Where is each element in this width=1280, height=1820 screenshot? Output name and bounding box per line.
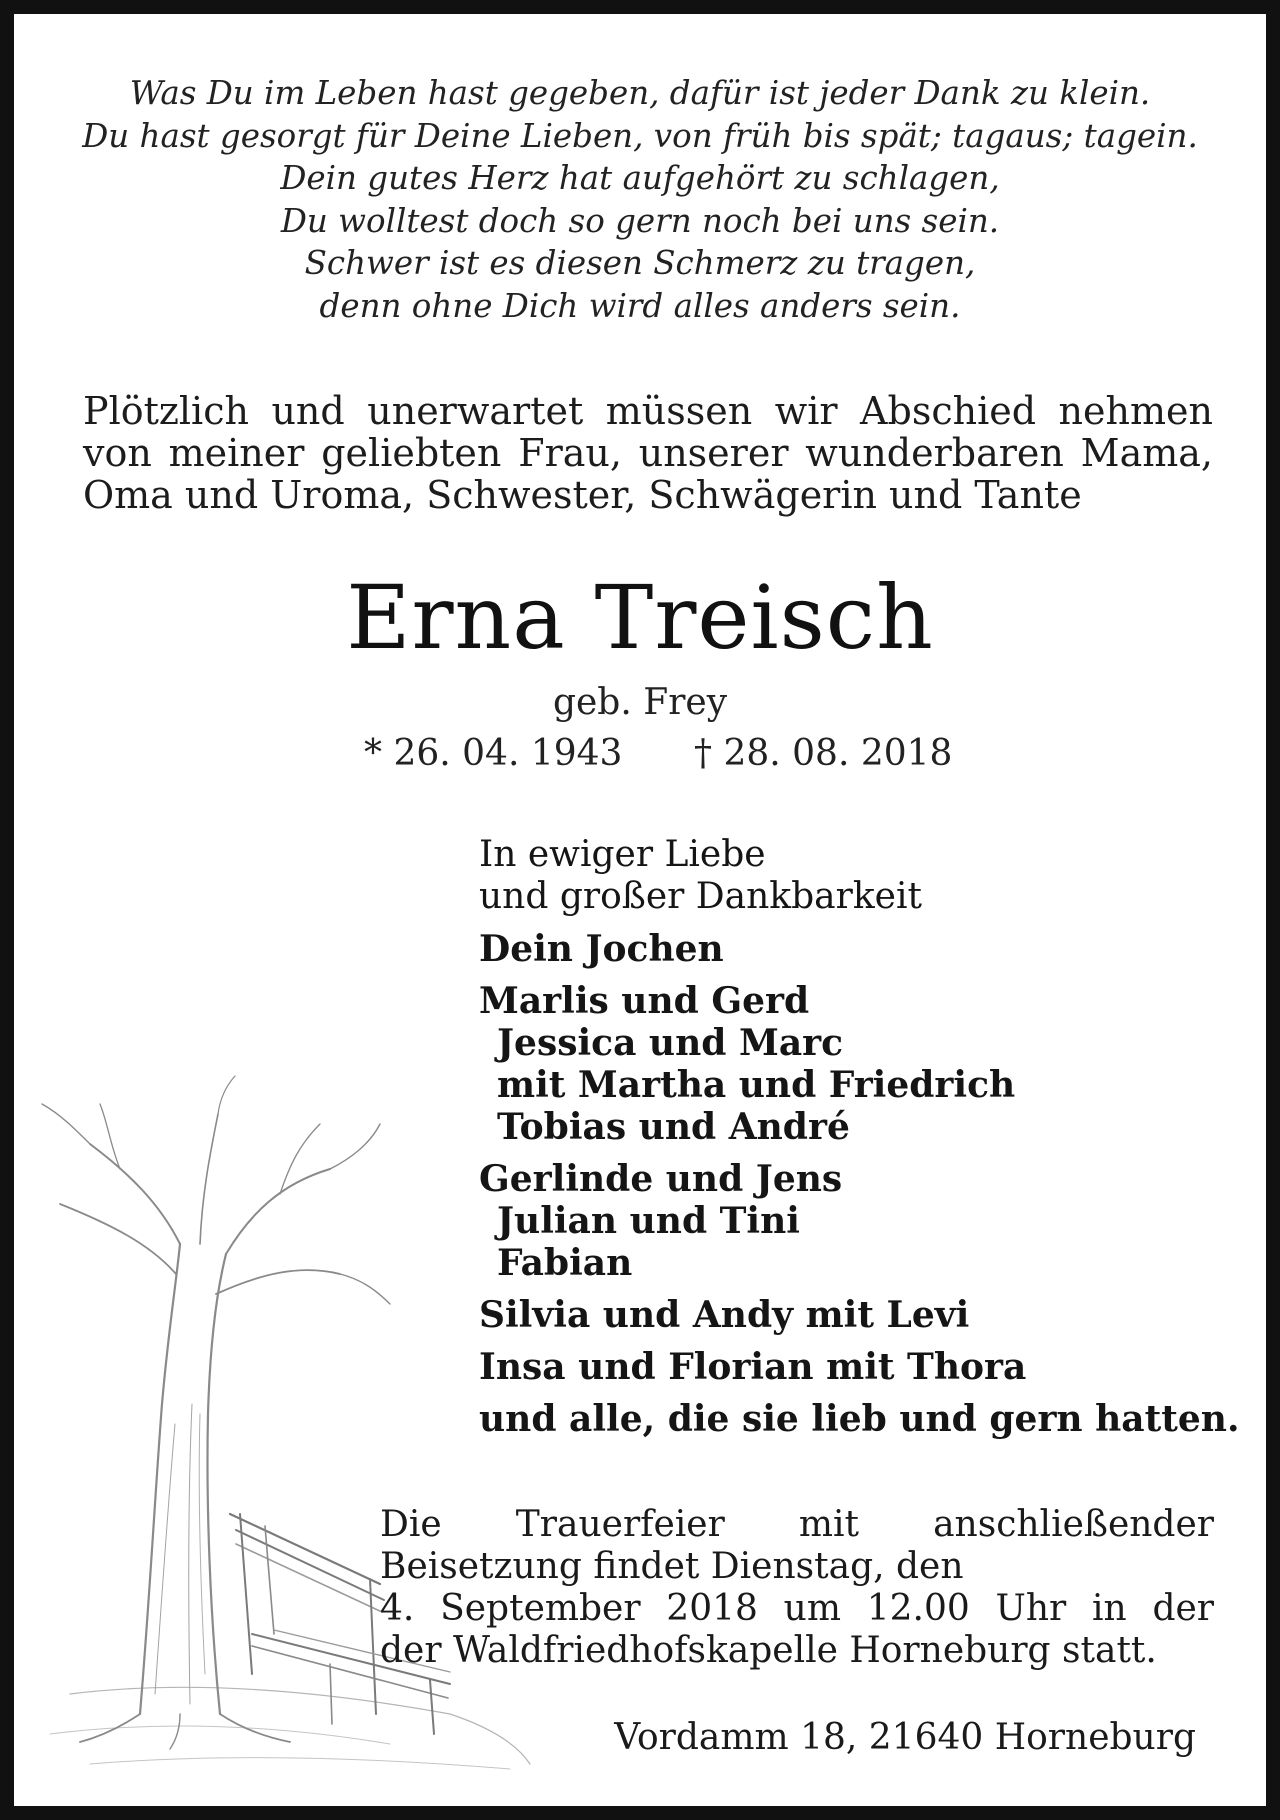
ceremony-info <box>380 1504 1214 1672</box>
ceremony-line: Die Trauerfeier mit anschließender <box>380 1504 1214 1545</box>
poem <box>14 72 1266 327</box>
family-address: Vordamm 18, 21640 Horneburg <box>614 1717 1196 1758</box>
mourner-name: Insa und Florian mit Thora <box>479 1346 1027 1388</box>
mourner-name: Jessica und Marc <box>497 1022 844 1064</box>
mourners-list <box>479 834 1239 1440</box>
death-date: † 28. 08. 2018 <box>694 733 953 774</box>
maiden-name: geb. Frey <box>552 682 728 723</box>
announcement-line: Oma und Uroma, Schwester, Schwägerin und Tante <box>83 473 1082 517</box>
announcement-line: von meiner geliebten Frau, unserer wunderbaren Mama, <box>83 431 1213 475</box>
announcement-line: Plötzlich und unerwartet müssen wir Abschied nehmen <box>83 389 1213 433</box>
mourner-name: Fabian <box>497 1242 633 1284</box>
announcement-text <box>83 390 1213 516</box>
ceremony-line: 4. September 2018 um 12.00 Uhr in der <box>380 1588 1214 1629</box>
mourner-name: und alle, die sie lieb und gern hatten. <box>479 1398 1240 1440</box>
poem-line: Dein gutes Herz hat aufgehört zu schlagen, <box>280 159 1000 197</box>
deceased-name: Erna Treisch <box>346 566 934 669</box>
ceremony-line: Beisetzung findet Dienstag, den <box>380 1546 964 1587</box>
dedication-line: und großer Dankbarkeit <box>479 876 922 917</box>
mourner-name: Tobias und André <box>497 1106 850 1148</box>
poem-line: Du hast gesorgt für Deine Lieben, von früh bis spät; tagaus; tagein. <box>82 116 1198 155</box>
mourner-name: Julian und Tini <box>497 1200 800 1242</box>
poem-line: Was Du im Leben hast gegeben, dafür ist jeder Dank zu klein. <box>129 74 1151 112</box>
poem-line: Schwer ist es diesen Schmerz zu tragen, <box>304 244 976 282</box>
obituary-notice <box>14 14 1266 1806</box>
mourner-name: Dein Jochen <box>479 928 724 970</box>
poem-line: denn ohne Dich wird alles anders sein. <box>319 286 961 325</box>
mourner-name: mit Martha und Friedrich <box>497 1064 1016 1106</box>
poem-line: Du wolltest doch so gern noch bei uns sein. <box>280 201 1000 240</box>
birth-date: * 26. 04. 1943 <box>364 733 623 774</box>
dedication-line: In ewiger Liebe <box>479 834 766 875</box>
mourner-name: Silvia und Andy mit Levi <box>479 1294 970 1336</box>
mourner-name: Gerlinde und Jens <box>479 1158 843 1200</box>
mourner-name: Marlis und Gerd <box>479 980 810 1022</box>
ceremony-line: der Waldfriedhofskapelle Horneburg statt. <box>380 1630 1157 1671</box>
